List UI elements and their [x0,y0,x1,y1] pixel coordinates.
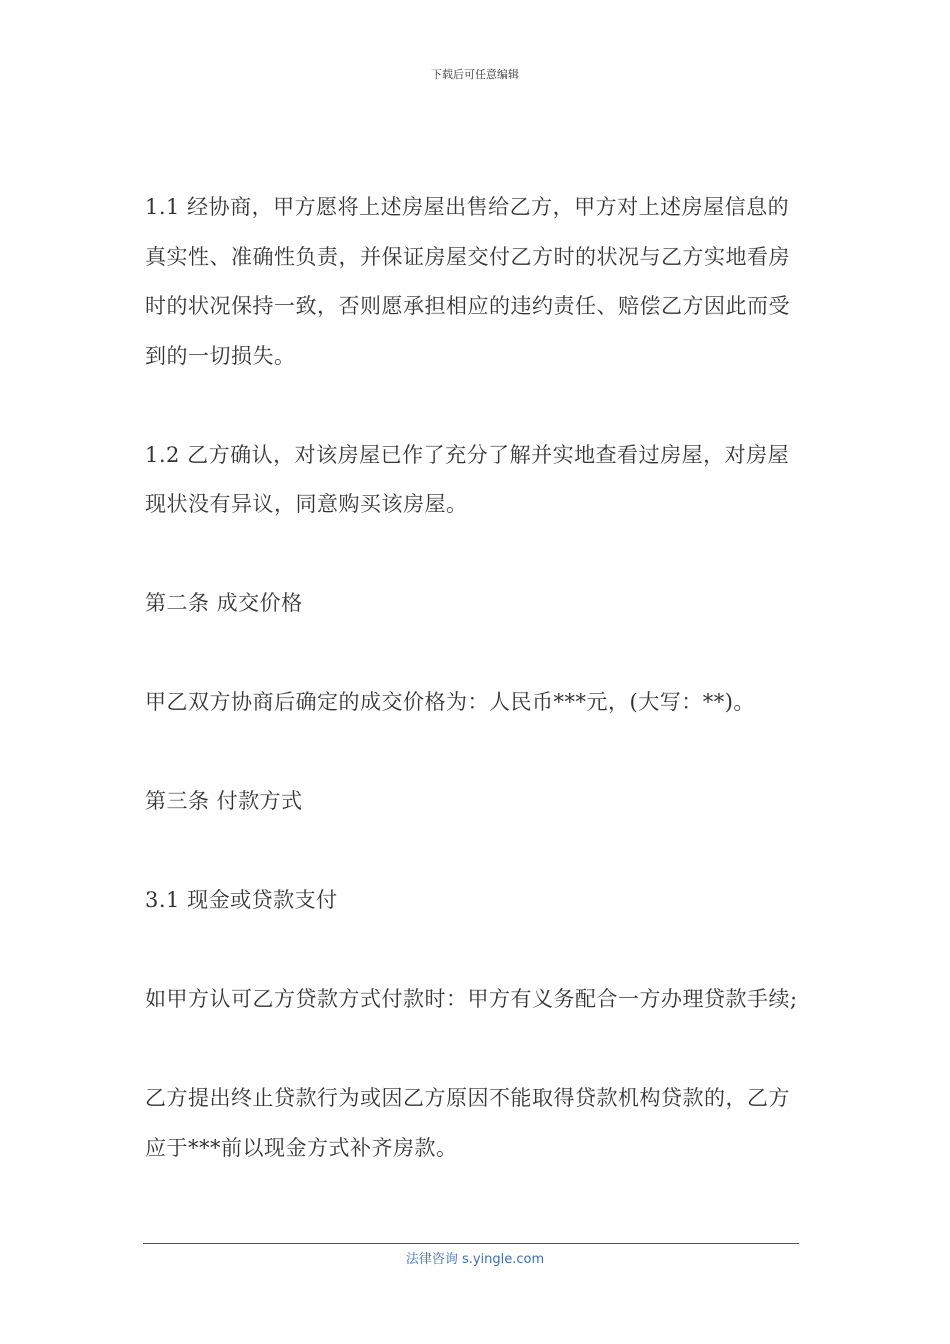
paragraph-loan-cooperation: 如甲方认可乙方贷款方式付款时：甲方有义务配合一方办理贷款手续; [145,987,798,1011]
paragraph-1-2: 1.2 乙方确认，对该房屋已作了充分了解并实地查看过房屋，对房屋现状没有异议，同意购买该房屋。 [145,442,790,516]
footer-link[interactable]: 法律咨询 s.yingle.com [405,1252,545,1267]
section-heading-article-3: 第三条 付款方式 [145,789,303,813]
paragraph-3-1: 3.1 现金或贷款支付 [145,888,338,912]
footer-divider [143,1243,799,1244]
paragraph-1-1: 1.1 经协商，甲方愿将上述房屋出售给乙方，甲方对上述房屋信息的真实性、准确性负责，并保证房屋交付乙方时的状况与乙方实地看房时的状况保持一致，否则愿承担相应的违约责任、赔偿乙方因此而受到的一切损失。 [145,195,790,368]
document-body [145,183,805,1173]
paragraph-loan-termination: 乙方提出终止贷款行为或因乙方原因不能取得贷款机构贷款的，乙方应于***前以现金方式补齐房款。 [145,1086,790,1160]
paragraph-price: 甲乙双方协商后确定的成交价格为：人民币***元，(大写：**)。 [145,690,755,714]
section-heading-article-2: 第二条 成交价格 [145,591,303,615]
page-header: 下载后可任意编辑 [431,68,519,81]
